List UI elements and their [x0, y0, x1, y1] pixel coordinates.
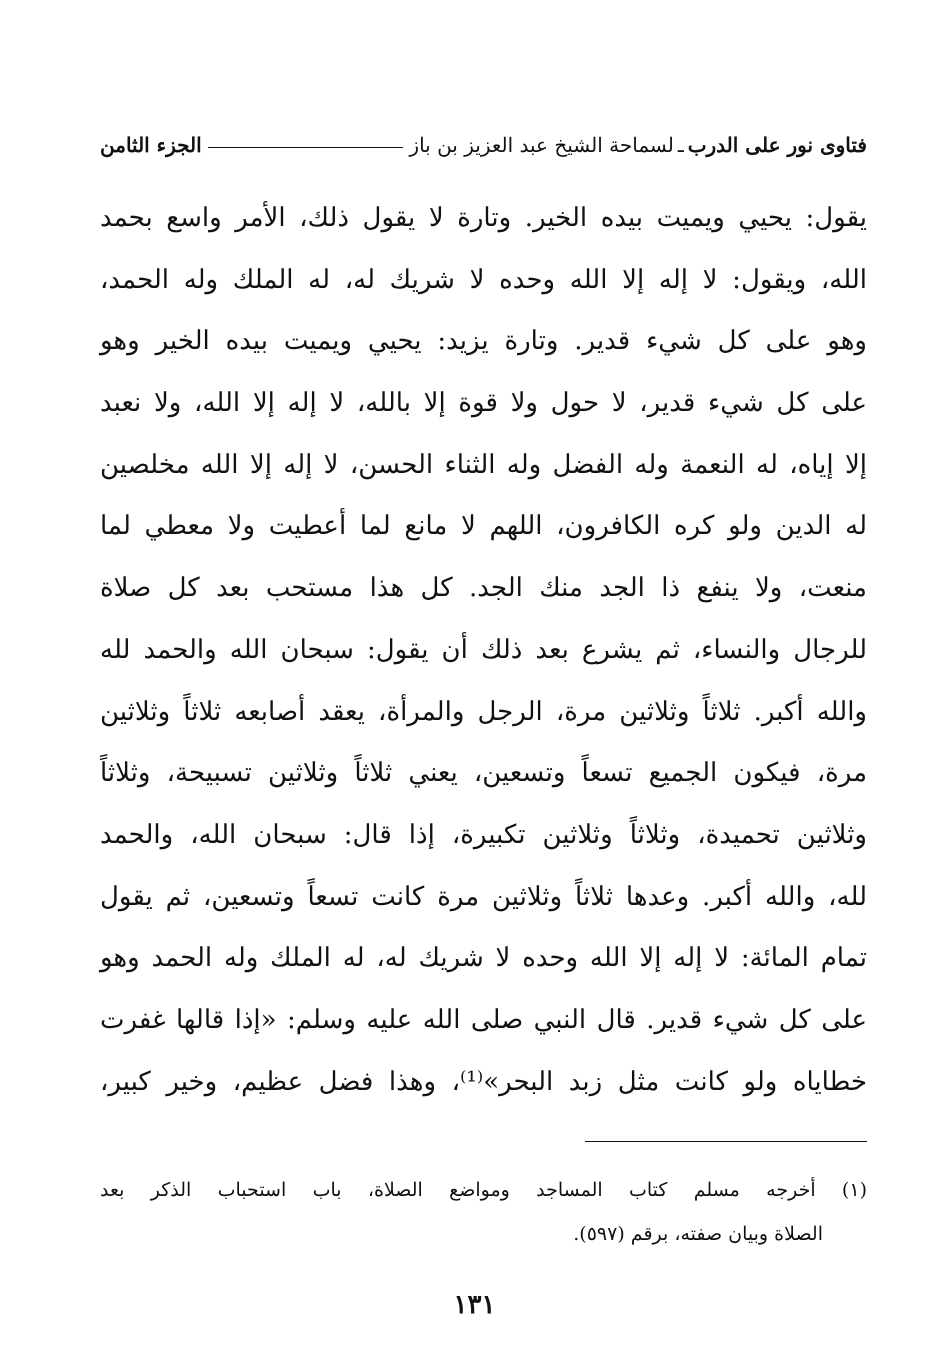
- footnote-rule: [585, 1141, 867, 1142]
- header-separator: ـ: [677, 133, 684, 157]
- text-line: على كل شيء قدير. قال النبي صلى الله عليه وسلم: «إذا قالها غفرت: [100, 1004, 867, 1035]
- text-line: خطاياه ولو كانت مثل زبد البحر»⁽¹⁾، وهذا فضل عظيم، وخير كبير،: [100, 1066, 867, 1097]
- footnote: [100, 1168, 867, 1256]
- page-number: ١٣١: [453, 1290, 496, 1320]
- text-line: إلا إياه، له النعمة وله الفضل وله الثناء الحسن، لا إله إلا الله مخلصين: [100, 449, 867, 480]
- text-line: منعت، ولا ينفع ذا الجد منك الجد. كل هذا مستحب بعد كل صلاة: [100, 573, 867, 604]
- text-line: وثلاثين تحميدة، وثلاثاً وثلاثين تكبيرة، إذا قال: سبحان الله، والحمد: [100, 819, 867, 850]
- main-text: [100, 188, 867, 1113]
- text-line: الله، ويقول: لا إله إلا الله وحده لا شريك له، له الملك وله الحمد،: [100, 264, 867, 295]
- author-name: لسماحة الشيخ عبد العزيز بن باز: [409, 133, 674, 157]
- footnote-line: (١) أخرجه مسلم كتاب المساجد ومواضع الصلاة، باب استحباب الذكر بعد: [100, 1179, 867, 1201]
- text-line: تمام المائة: لا إله إلا الله وحده لا شريك له، له الملك وله الحمد وهو: [100, 943, 867, 974]
- book-title: فتاوى نور على الدرب: [687, 133, 867, 157]
- text-line: مرة، فيكون الجميع تسعاً وتسعين، يعني ثلاثاً وثلاثين تسبيحة، وثلاثاً: [100, 758, 867, 789]
- text-line: يقول: يحيي ويميت بيده الخير. وتارة لا يقول ذلك، الأمر واسع بحمد: [100, 203, 867, 233]
- text-line: على كل شيء قدير، لا حول ولا قوة إلا بالله، لا إله إلا الله، ولا نعبد: [100, 388, 867, 419]
- header-rule: [208, 147, 404, 148]
- running-header: [100, 128, 867, 162]
- text-line: له الدين ولو كره الكافرون، اللهم لا مانع لما أعطيت ولا معطي لما: [100, 511, 867, 542]
- volume-part: الجزء الثامن: [100, 133, 202, 157]
- text-line: والله أكبر. ثلاثاً وثلاثين مرة، الرجل والمرأة، يعقد أصابعه ثلاثاً وثلاثين: [100, 696, 867, 727]
- text-line: للرجال والنساء، ثم يشرع بعد ذلك أن يقول: سبحان الله والحمد لله: [100, 634, 867, 665]
- footnote-line: الصلاة وبيان صفته، برقم (٥٩٧).: [573, 1223, 823, 1245]
- text-line: لله، والله أكبر. وعدها ثلاثاً وثلاثين مرة كانت تسعاً وتسعين، ثم يقول: [100, 881, 867, 912]
- text-line: وهو على كل شيء قدير. وتارة يزيد: يحيي ويميت بيده الخير وهو: [100, 326, 867, 357]
